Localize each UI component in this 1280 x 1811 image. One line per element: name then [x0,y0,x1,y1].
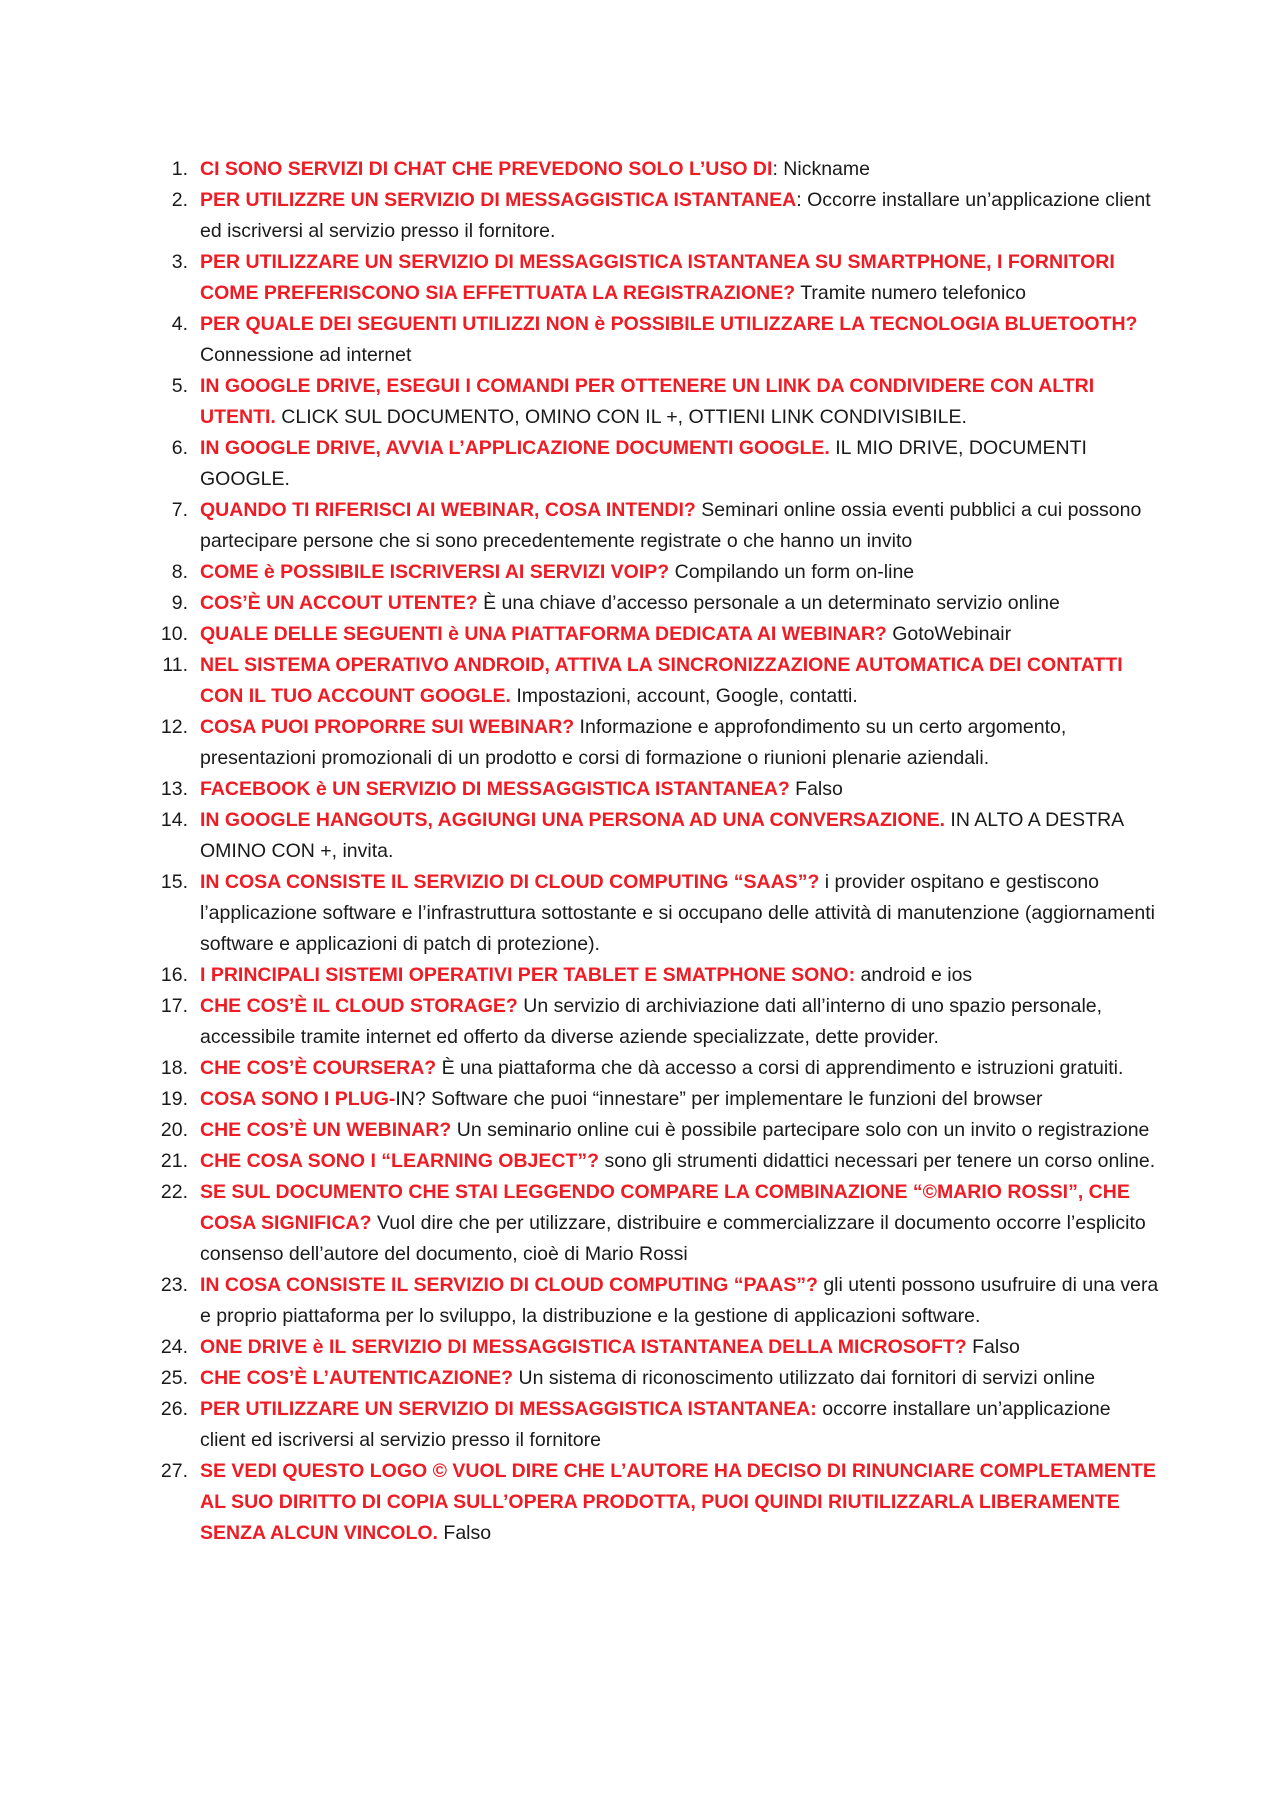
question-text: SE VEDI QUESTO LOGO © VUOL DIRE CHE L’AUTORE HA DECISO DI RINUNCIARE COMPLETAMENTE AL SUO DIRITTO DI COPIA SULL’OPERA PRODOTTA, PUOI QUINDI RIUTILIZZARLA LIBERAMENTE SENZA ALCUN VINCOLO. [200,1460,1156,1544]
list-item [160,1456,1160,1549]
question-text: IN COSA CONSISTE IL SERVIZIO DI CLOUD COMPUTING “PAAS”? [200,1274,818,1296]
list-item [160,185,1160,247]
question-text: IN COSA CONSISTE IL SERVIZIO DI CLOUD COMPUTING “SAAS”? [200,871,820,893]
list-item [160,1363,1160,1394]
list-item [160,1084,1160,1115]
list-item [160,247,1160,309]
question-text: PER QUALE DEI SEGUENTI UTILIZZI NON è POSSIBILE UTILIZZARE LA TECNOLOGIA BLUETOOTH? [200,313,1138,335]
list-item [160,1053,1160,1084]
question-text: COS’È UN ACCOUT UTENTE? [200,592,478,614]
item-number: 7. [171,499,188,521]
question-text: PER UTILIZZARE UN SERVIZIO DI MESSAGGISTICA ISTANTANEA: [200,1398,817,1420]
item-number: 21. [160,1150,188,1172]
item-number: 12. [160,716,188,738]
list-item [160,433,1160,495]
item-number: 11. [162,654,188,676]
list-item [160,1332,1160,1363]
item-number: 16. [160,964,188,986]
answer-text: GotoWebinair [886,623,1012,645]
question-text: CHE COSA SONO I “LEARNING OBJECT”? [200,1150,600,1172]
answer-text: Falso [437,1522,492,1544]
answer-text: Vuol dire che per utilizzare, distribuire e commercializzare il documento occorre l’esplicito consenso dell’autore del documento, cioè di Mario Rossi [200,1212,1146,1265]
list-item [160,1177,1160,1270]
item-number: 14. [160,809,188,831]
list-item [160,495,1160,557]
answer-text: : Occorre installare un’applicazione client ed iscriversi al servizio presso il fornitore. [200,189,1151,242]
answer-text: IN? Software che puoi “innestare” per implementare le funzioni del browser [395,1088,1043,1110]
list-item [160,1115,1160,1146]
item-number: 13. [160,778,188,800]
item-number: 25. [160,1367,188,1389]
answer-text: Seminari online ossia eventi pubblici a cui possono partecipare persone che si sono precedentemente registrate o che hanno un invito [200,499,1142,552]
question-list [160,154,1160,1549]
item-number: 26. [160,1398,188,1420]
item-number: 1. [171,158,188,180]
question-text: CI SONO SERVIZI DI CHAT CHE PREVEDONO SOLO L’USO DI [200,158,773,180]
list-item [160,774,1160,805]
item-number: 24. [160,1336,188,1358]
list-item [160,371,1160,433]
question-text: CHE COS’È IL CLOUD STORAGE? [200,995,518,1017]
answer-text: CLICK SUL DOCUMENTO, OMINO CON IL +, OTTIENI LINK CONDIVISIBILE. [275,406,967,428]
item-number: 27. [160,1460,188,1482]
question-text: I PRINCIPALI SISTEMI OPERATIVI PER TABLET E SMATPHONE SONO: [200,964,856,986]
item-number: 5. [171,375,188,397]
answer-text: i provider ospitano e gestiscono l’applicazione software e l’infrastruttura sottostante e si occupano delle attività di manutenzione (aggiornamenti software e applicazioni di patch di protezione). [200,871,1155,955]
question-text: QUALE DELLE SEGUENTI è UNA PIATTAFORMA DEDICATA AI WEBINAR? [200,623,887,645]
list-item [160,588,1160,619]
question-text: COSA PUOI PROPORRE SUI WEBINAR? [200,716,575,738]
answer-text: : Nickname [772,158,870,180]
item-number: 22. [160,1181,188,1203]
list-item [160,557,1160,588]
answer-text: Un seminario online cui è possibile partecipare solo con un invito o registrazione [451,1119,1150,1141]
item-number: 10. [160,623,188,645]
answer-text: Connessione ad internet [200,344,412,366]
list-item [160,805,1160,867]
item-number: 2. [171,189,188,211]
item-number: 9. [171,592,188,614]
list-item [160,1146,1160,1177]
question-text: NEL SISTEMA OPERATIVO ANDROID, ATTIVA LA SINCRONIZZAZIONE AUTOMATICA DEI CONTATTI CON IL TUO ACCOUNT GOOGLE. [200,654,1123,707]
item-number: 3. [171,251,188,273]
answer-text: android e ios [855,964,973,986]
answer-text: È una chiave d’accesso personale a un determinato servizio online [477,592,1060,614]
answer-text: IN ALTO A DESTRA OMINO CON +, invita. [200,809,1124,862]
question-text: IN GOOGLE DRIVE, AVVIA L’APPLICAZIONE DOCUMENTI GOOGLE. [200,437,830,459]
answer-text: Un sistema di riconoscimento utilizzato dai fornitori di servizi online [513,1367,1096,1389]
question-text: CHE COS’È COURSERA? [200,1057,437,1079]
item-number: 15. [160,871,188,893]
answer-text: sono gli strumenti didattici necessari per tenere un corso online. [599,1150,1156,1172]
item-number: 8. [171,561,188,583]
answer-text: Tramite numero telefonico [795,282,1026,304]
item-number: 18. [160,1057,188,1079]
question-text: FACEBOOK è UN SERVIZIO DI MESSAGGISTICA ISTANTANEA? [200,778,790,800]
list-item [160,960,1160,991]
item-number: 6. [171,437,188,459]
list-item [160,867,1160,960]
answer-text: occorre installare un’applicazione client ed iscriversi al servizio presso il fornitore [200,1398,1111,1451]
question-text: IN GOOGLE DRIVE, ESEGUI I COMANDI PER OTTENERE UN LINK DA CONDIVIDERE CON ALTRI UTENTI. [200,375,1095,428]
answer-text: È una piattaforma che dà accesso a corsi di apprendimento e istruzioni gratuiti. [436,1057,1124,1079]
list-item [160,309,1160,371]
answer-text: Compilando un form on-line [669,561,915,583]
question-text: PER UTILIZZRE UN SERVIZIO DI MESSAGGISTICA ISTANTANEA [200,189,797,211]
question-text: QUANDO TI RIFERISCI AI WEBINAR, COSA INTENDI? [200,499,696,521]
list-item [160,1394,1160,1456]
list-item [160,991,1160,1053]
list-item [160,712,1160,774]
answer-text: Informazione e approfondimento su un certo argomento, presentazioni promozionali di un prodotto e corsi di formazione o riunioni plenarie aziendali. [200,716,1067,769]
answer-text: Falso [966,1336,1020,1358]
item-number: 20. [160,1119,188,1141]
question-text: PER UTILIZZARE UN SERVIZIO DI MESSAGGISTICA ISTANTANEA SU SMARTPHONE, I FORNITORI COME PREFERISCONO SIA EFFETTUATA LA REGISTRAZIONE? [200,251,1115,304]
question-text: ONE DRIVE è IL SERVIZIO DI MESSAGGISTICA ISTANTANEA DELLA MICROSOFT? [200,1336,967,1358]
answer-text: Impostazioni, account, Google, contatti. [510,685,858,707]
item-number: 4. [171,313,188,335]
list-item [160,1270,1160,1332]
answer-text: gli utenti possono usufruire di una vera e proprio piattaforma per lo sviluppo, la distribuzione e la gestione di applicazioni software. [200,1274,1159,1327]
question-text: CHE COS’È UN WEBINAR? [200,1119,452,1141]
question-text: CHE COS’È L’AUTENTICAZIONE? [200,1367,514,1389]
list-item [160,650,1160,712]
item-number: 17. [160,995,188,1017]
question-text: COME è POSSIBILE ISCRIVERSI AI SERVIZI VOIP? [200,561,670,583]
list-item [160,154,1160,185]
question-text: SE SUL DOCUMENTO CHE STAI LEGGENDO COMPARE LA COMBINAZIONE “©MARIO ROSSI”, CHE COSA SIGNIFICA? [200,1181,1130,1234]
answer-text: Falso [789,778,843,800]
item-number: 19. [160,1088,188,1110]
list-item [160,619,1160,650]
question-text: COSA SONO I PLUG- [200,1088,396,1110]
item-number: 23. [160,1274,188,1296]
answer-text: Un servizio di archiviazione dati all’interno di uno spazio personale, accessibile tramite internet ed offerto da diverse aziende specializzate, dette provider. [200,995,1103,1048]
answer-text: IL MIO DRIVE, DOCUMENTI GOOGLE. [200,437,1087,490]
question-text: IN GOOGLE HANGOUTS, AGGIUNGI UNA PERSONA AD UNA CONVERSAZIONE. [200,809,946,831]
